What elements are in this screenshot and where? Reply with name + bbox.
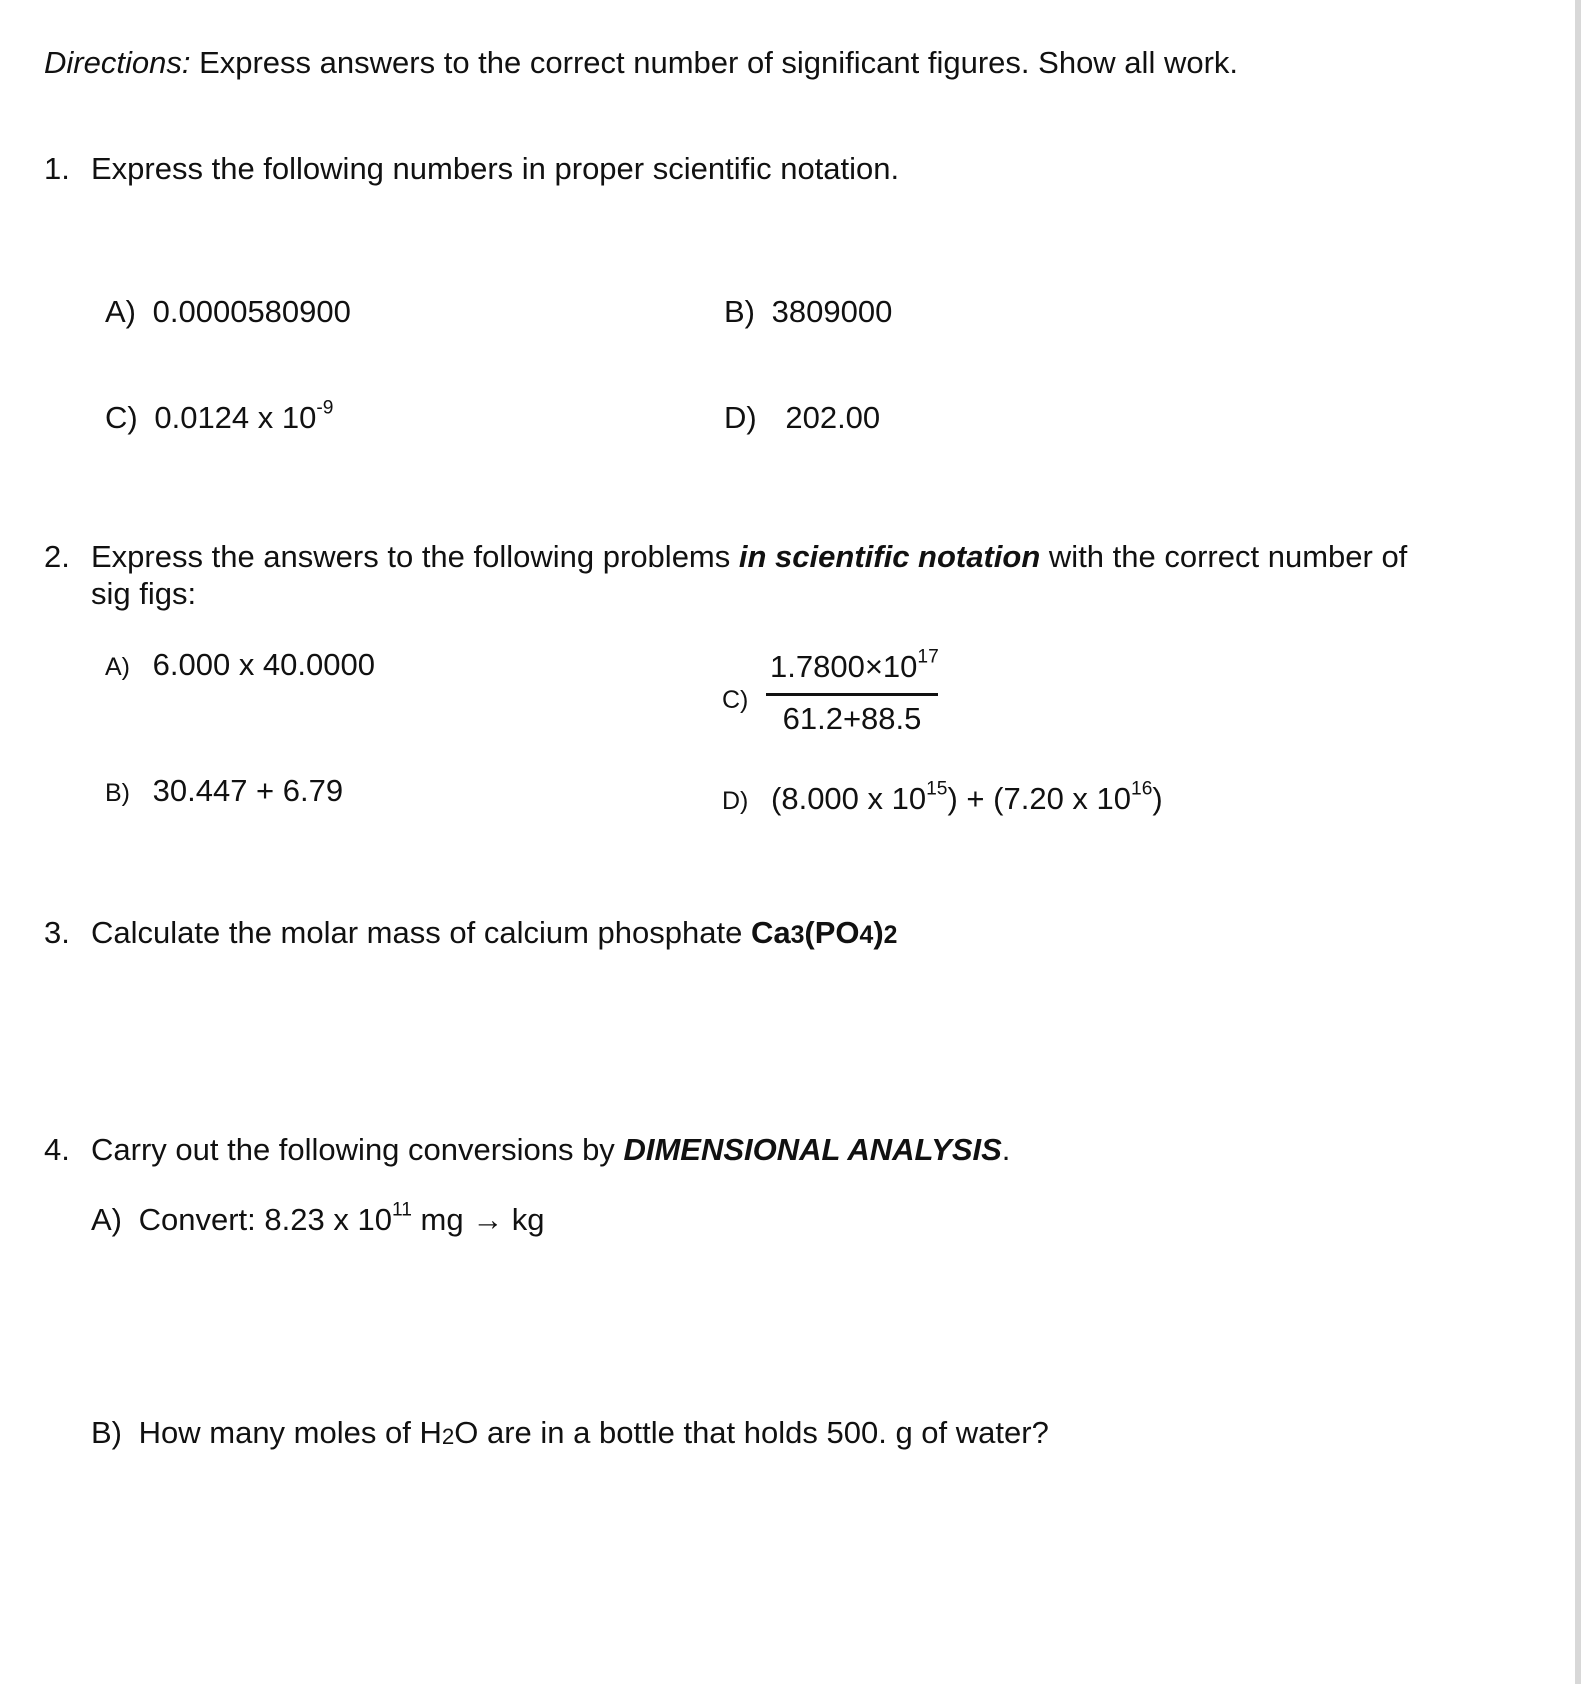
q1-b-label: B) [724, 294, 755, 329]
q2-text-emphasis: in scientific notation [738, 539, 1041, 574]
question-2-text [91, 538, 1407, 577]
question-4-text [91, 1131, 1010, 1170]
formula-subscript-2: 2 [883, 922, 898, 949]
q4-a-exponent: 11 [391, 1199, 412, 1221]
q2-c-numerator-exponent: 17 [917, 646, 939, 668]
q4-text-emphasis: DIMENSIONAL ANALYSIS [623, 1132, 1002, 1167]
q4-b-text2: O are in a bottle that holds 500. g of water? [454, 1415, 1049, 1450]
formula-close-paren: ) [873, 915, 884, 950]
q2-d-label: D) [722, 787, 749, 815]
q2-b-value: 30.447 + 6.79 [152, 773, 344, 808]
q4-b-label: B) [91, 1415, 122, 1450]
formula-ca: Ca [750, 915, 791, 950]
q4-a-label: A) [91, 1202, 122, 1237]
q2-c-numerator [766, 648, 938, 693]
q1-a-value: 0.0000580900 [152, 294, 351, 329]
question-3-number: 3. [44, 915, 70, 950]
directions [44, 44, 1238, 83]
q2-d-exponent1: 15 [926, 778, 948, 800]
question-3-text [91, 914, 897, 953]
q2-text-before: Express the answers to the following problems [91, 539, 731, 574]
q2-d-part2: ) + (7.20 x 10 [947, 781, 1132, 816]
q2-b-label: B) [105, 779, 130, 807]
q4-b-subscript: 2 [441, 1424, 455, 1450]
q2-part-b [105, 772, 343, 811]
q1-a-label: A) [105, 294, 136, 329]
formula-subscript-3: 3 [790, 922, 805, 949]
q1-part-d [724, 399, 880, 438]
calcium-phosphate-formula [751, 915, 897, 950]
q2-d-exponent2: 16 [1131, 778, 1153, 800]
q1-c-base: 0.0124 x 10 [154, 400, 317, 435]
q4-text-after: . [1001, 1132, 1011, 1167]
q1-part-b [724, 293, 892, 332]
formula-subscript-4: 4 [859, 922, 874, 949]
q3-text: Calculate the molar mass of calcium phosphate [91, 915, 743, 950]
q4-part-a [91, 1201, 545, 1240]
q1-c-label: C) [105, 400, 138, 435]
q4-b-text1: How many moles of H [138, 1415, 442, 1450]
formula-po: (PO [804, 915, 860, 950]
q2-part-d [722, 780, 1163, 819]
q1-d-label: D) [724, 400, 757, 435]
q2-c-fraction [766, 648, 938, 739]
question-1-number: 1. [44, 151, 70, 186]
q2-text-after: with the correct number of [1048, 539, 1408, 574]
q2-a-label: A) [105, 653, 130, 681]
q1-d-value: 202.00 [785, 400, 881, 435]
q1-c-exponent: -9 [316, 397, 334, 419]
q2-d-part3: ) [1152, 781, 1163, 816]
q4-text-before: Carry out the following conversions by [91, 1132, 615, 1167]
q2-part-a [105, 646, 375, 685]
page-edge-shadow [1575, 0, 1581, 1684]
q2-a-value: 6.000 x 40.0000 [152, 647, 375, 682]
question-2-text-line2: sig figs: [91, 576, 197, 611]
q2-c-denominator: 61.2+88.5 [782, 700, 922, 736]
q2-d-part1: (8.000 x 10 [771, 781, 927, 816]
q1-part-a [105, 293, 351, 332]
q4-a-text2: mg → kg [420, 1202, 545, 1237]
question-2-number: 2. [44, 539, 70, 574]
q1-b-value: 3809000 [771, 294, 893, 329]
q1-part-c [105, 399, 333, 438]
q4-part-b [91, 1414, 1049, 1453]
question-4-number: 4. [44, 1132, 70, 1167]
q2-c-label: C) [722, 686, 749, 714]
q2-c-numerator-base: 1.7800×10 [770, 649, 918, 684]
directions-text: Express answers to the correct number of significant figures. Show all work. [199, 45, 1239, 80]
q4-a-text: Convert: 8.23 x 10 [138, 1202, 392, 1237]
question-1-text: Express the following numbers in proper scientific notation. [91, 151, 900, 186]
directions-label: Directions: [44, 45, 191, 80]
